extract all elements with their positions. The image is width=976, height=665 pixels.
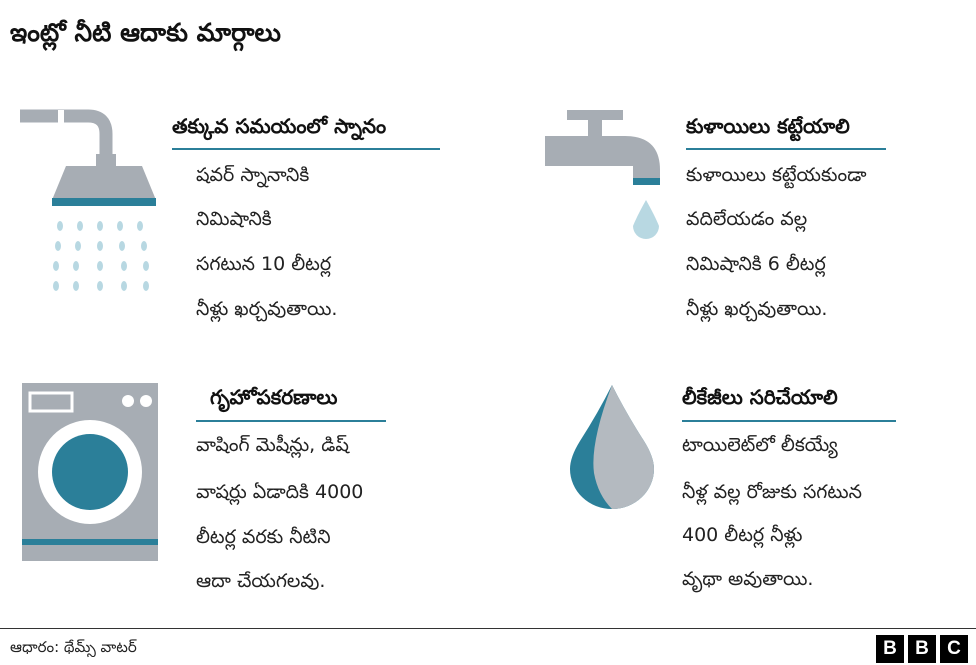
tap-text-line: కుళాయిలు కట్టేయకుండా [686, 164, 867, 186]
appliances-text-line: ఆదా చేయగలవు. [196, 570, 326, 592]
shower-heading-rule [172, 148, 440, 150]
shower-text-line: సగటున 10 లీటర్ల [196, 253, 332, 275]
leakage-text-line: 400 లీటర్ల నీళ్లు [682, 524, 803, 546]
appliances-heading: గృహోపకరణాలు [210, 385, 338, 409]
tap-text-line: వదిలేయడం వల్ల [686, 208, 808, 230]
appliances-heading-rule [196, 420, 386, 422]
bbc-logo [876, 635, 968, 663]
leakage-text-line: టాయిలెట్‌లో లీకయ్యే [682, 434, 838, 456]
shower-text-line: నిమిషానికి [196, 208, 272, 230]
shower-heading: తక్కువ సమయంలో స్నానం [172, 114, 387, 138]
tap-heading: కుళాయిలు కట్టేయాలి [686, 114, 850, 138]
leakage-text-line: నీళ్ల వల్ల రోజుకు సగటున [682, 481, 862, 503]
shower-icon [18, 108, 163, 308]
leakage-text-line: వృథా అవుతాయి. [682, 568, 814, 590]
footer-divider [0, 628, 976, 629]
washing-machine-icon [22, 383, 158, 563]
bbc-logo-letter: C [940, 635, 968, 663]
tap-icon [545, 108, 665, 248]
bbc-logo-letter: B [876, 635, 904, 663]
leakage-heading: లీకేజీలు సరిచేయాలి [682, 385, 838, 409]
appliances-text-line: వాషింగ్ మెషీన్లు, డిష్ [196, 434, 349, 456]
shower-text-line: షవర్ స్నానానికి [196, 164, 310, 186]
tap-text-line: నీళ్లు ఖర్చవుతాయి. [686, 298, 828, 320]
bbc-logo-letter: B [908, 635, 936, 663]
tap-text-line: నిమిషానికి 6 లీటర్ల [686, 253, 826, 275]
shower-text-line: నీళ్లు ఖర్చవుతాయి. [196, 298, 338, 320]
leakage-heading-rule [682, 420, 896, 422]
source-credit: ఆధారం: థేమ్స్ వాటర్ [10, 638, 137, 656]
appliances-text-line: లీటర్ల వరకు నీటిని [196, 526, 331, 548]
tap-heading-rule [686, 148, 886, 150]
appliances-text-line: వాషర్లు ఏడాదికి 4000 [196, 481, 364, 503]
water-drop-icon [568, 383, 656, 511]
page-title: ఇంట్లో నీటి ఆదాకు మార్గాలు [10, 18, 281, 47]
